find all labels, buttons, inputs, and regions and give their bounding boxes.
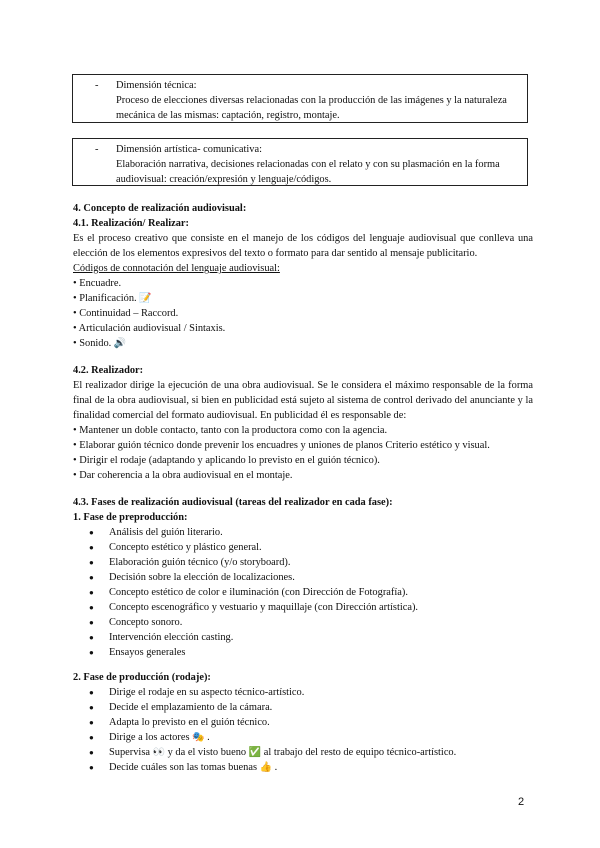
codes-heading: Códigos de connotación del lenguaje audiovisual: [73, 263, 280, 274]
list-item: ● Elaboración guión técnico (y/o storyboard). [73, 555, 533, 570]
list-item: • Continuidad – Raccord. [73, 308, 179, 319]
section-heading: 4. Concepto de realización audiovisual: [73, 203, 247, 214]
list-item: ● Análisis del guión literario. [73, 525, 533, 540]
box-title: Dimensión artística- comunicativa: [116, 144, 263, 155]
speaker-icon: 🔊 [113, 338, 127, 349]
list-item: ● Dirige a los actores 🎭 . [73, 730, 533, 745]
phase2-section [73, 670, 533, 775]
page-number: 2 [518, 796, 525, 808]
thumbs-up-icon: 👍 [259, 762, 273, 773]
section-4 [73, 201, 533, 351]
list-item: ● Concepto estético de color e iluminación (con Dirección de Fotografía). [73, 585, 533, 600]
box-title: Dimensión técnica: [116, 80, 197, 91]
list-item: • Sonido. 🔊 [73, 338, 127, 349]
paragraph: Es el proceso creativo que consiste en el manejo de los códigos del lenguaje audiovisual que conlleva una elección de los elementos expresivos del texto o formato para dar sentido al mensaje publicitario. [73, 233, 533, 259]
codes-list [73, 276, 533, 351]
eyes-icon: 👀 [152, 747, 166, 758]
list-item: ● Decisión sobre la elección de localizaciones. [73, 570, 533, 585]
artistic-dimension-box [72, 138, 528, 186]
list-item: ● Concepto escenográfico y vestuario y maquillaje (con Dirección artística). [73, 600, 533, 615]
list-item: • Dar coherencia a la obra audiovisual en el montaje. [73, 470, 293, 481]
box-text: Proceso de elecciones diversas relacionadas con la producción de las imágenes y la naturaleza mecánica de las mismas: captación, registro, montaje. [116, 95, 507, 121]
technical-dimension-box [72, 74, 528, 123]
phase1-heading: 1. Fase de preproducción: [73, 512, 188, 523]
list-item: ● Intervención elección casting. [73, 630, 533, 645]
box-text: Elaboración narrativa, decisiones relacionadas con el relato y con su plasmación en la forma audiovisual: creación/expresión y lenguaje/códigos. [116, 159, 500, 185]
phase2-heading: 2. Fase de producción (rodaje): [73, 672, 211, 683]
list-item: • Dirigir el rodaje (adaptando y aplicando lo previsto en el guión técnico). [73, 455, 380, 466]
list-item: ● Ensayos generales [73, 645, 533, 660]
list-item: • Mantener un doble contacto, tanto con la productora como con la agencia. [73, 425, 388, 436]
memo-icon: 📝 [139, 293, 152, 304]
subsection-heading: 4.2. Realizador: [73, 365, 144, 376]
subsection-heading: 4.1. Realización/ Realizar: [73, 218, 189, 229]
list-item: ● Dirige el rodaje en su aspecto técnico-artístico. [73, 685, 533, 700]
section-4-3 [73, 495, 533, 660]
check-mark-icon: ✅ [248, 747, 262, 758]
list-item: ● Adapta lo previsto en el guión técnico. [73, 715, 533, 730]
list-item: • Planificación. 📝 [73, 293, 152, 304]
list-item: ● Supervisa 👀 y da el visto bueno ✅ al trabajo del resto de equipo técnico-artístico. [73, 745, 533, 760]
phase1-list [73, 525, 533, 660]
theater-masks-icon: 🎭 [192, 732, 205, 743]
responsibilities-list [73, 423, 533, 483]
list-item: • Encuadre. [73, 278, 122, 289]
list-item: ● Concepto sonoro. [73, 615, 533, 630]
subsection-heading: 4.3. Fases de realización audiovisual (tareas del realizador en cada fase): [73, 497, 393, 508]
list-item: • Elaborar guión técnico donde prevenir los encuadres y uniones de planos Criterio estético y visual. [73, 440, 490, 451]
paragraph: El realizador dirige la ejecución de una obra audiovisual. Se le considera el máximo responsable de la forma final de la obra audiovisual, si bien en publicidad está sujeto al sistema de control derivado del anunciante y la finalidad comercial del formato audiovisual. En publicidad él es responsable de: [73, 380, 533, 421]
section-4-2 [73, 363, 533, 483]
list-item: ● Concepto estético y plástico general. [73, 540, 533, 555]
list-item: • Articulación audiovisual / Sintaxis. [73, 323, 226, 334]
box-dash: - [95, 144, 99, 155]
box-dash: - [95, 80, 99, 91]
list-item: ● Decide el emplazamiento de la cámara. [73, 700, 533, 715]
phase2-list [73, 685, 533, 775]
list-item: ● Decide cuáles son las tomas buenas 👍 . [73, 760, 533, 775]
